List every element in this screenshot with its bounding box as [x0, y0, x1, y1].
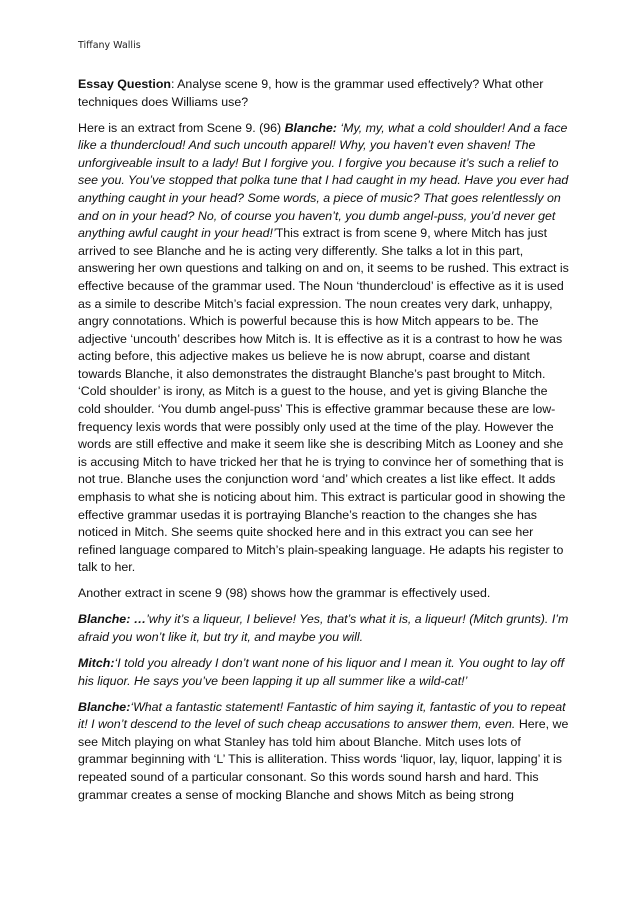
analysis-2: Here, we see Mitch playing on what Stanley has told him about Blanche. Mitch uses lots of grammar beginning with ‘L’ This is alliteration. Thiss words ‘liquor, lay, liquor, lapping’ it is repeated sound of a particular consonant. So this words sound harsh and hard. This grammar creates a sense of mocking Blanche and shows Mitch as being strong [78, 717, 569, 802]
speaker-mitch: Mitch: [78, 655, 115, 670]
speaker-blanche: Blanche: [284, 120, 337, 135]
essay-question-label: Essay Question [78, 77, 171, 91]
page-header-author: Tiffany Wallis [78, 40, 141, 51]
paragraph-mitch [78, 655, 570, 690]
quote-blanche-2: ’why it’s a liqueur, I believe! Yes, that’s what it is, a liqueur! (Mitch grunts). I’m afraid you won’t like it, but try it, and maybe you will. [78, 612, 569, 644]
paragraph-another-extract: Another extract in scene 9 (98) shows how the grammar is effectively used. [78, 586, 491, 601]
quote-blanche-3: ‘What a fantastic statement! Fantastic of him saying it, fantastic of you to repeat it! I won’t descend to the level of such cheap accusations to answer them, even. [78, 699, 566, 732]
essay-question [78, 76, 570, 111]
document-body [78, 76, 570, 813]
paragraph-blanche-fantastic [78, 699, 570, 805]
quote-blanche-1: ‘My, my, what a cold shoulder! And a face like a thundercloud! And such uncouth apparel! Why, you haven’t even shaven! The unforgiveable insult to a lady! But I forgive you. I forgive you because it’s such a relief to see you. You’ve stopped that polka tune that I had caught in my head. Have you ever had anything caught in your head? Some words, a piece of music? That goes relentlessly on and on in your head? No, of course you haven’t, you dumb angel-puss, you’d never get anything awful caught in your head!’ [78, 120, 569, 241]
speaker-blanche-2: Blanche: … [78, 612, 147, 627]
analysis-1: This extract is from scene 9, where Mitch has just arrived to see Blanche and he is acting very differently. She talks a lot in this part, answering her own questions and talking on and on, it seems to be rushed. This extract is effective because of the grammar used. The Noun ‘thundercloud’ is effective as it is used as a simile to describe Mitch’s facial expression. The noun creates very dark, unhappy, angry connotations. Which is powerful because this is how Mitch appears to be. The adjective ‘uncouth’ describes how Mitch is. It is effective as it is a contrast to how he was acting before, this adjective makes us believe he is now abrupt, coarse and distant towards Blanche, it also demonstrates the distraught Blanche’s past brought to Mitch. ‘Cold shoulder’ is irony, as Mitch is a guest to the house, and yet is giving Blanche the cold shoulder. ‘You dumb angel-puss’ This is effective grammar because these are low-frequency lexis words that were possibly only used at the time of the play. However the words are still effective and make it seem like she is describing Mitch as Looney and she is accusing Mitch to have tricked her that he is trying to convince her of something that is not true. Blanche uses the conjunction word ‘and’ which creates a list like effect. It adds emphasis to what she is noticing about him. This extract is particular good in showing the effective grammar usedas it is portraying Blanche’s reaction to the changes she has noticed in Mitch. She seems quite shocked here and in this extract you can see her refined language compared to Mitch’s plain-speaking language. He adapts his register to talk to her. [78, 226, 569, 575]
essay-question-text: : Analyse scene 9, how is the grammar used effectively? What other techniques does Williams use? [78, 77, 544, 109]
speaker-blanche-3: Blanche: [78, 699, 131, 714]
paragraph-blanche-liqueur [78, 611, 570, 646]
paragraph-extract-1 [78, 120, 570, 577]
quote-mitch: ‘I told you already I don’t want none of his liquor and I mean it. You ought to lay off his liquor. He says you’ve been lapping it up all summer like a wild-cat!’ [78, 655, 565, 688]
extract-intro: Here is an extract from Scene 9. (96) [78, 120, 285, 135]
